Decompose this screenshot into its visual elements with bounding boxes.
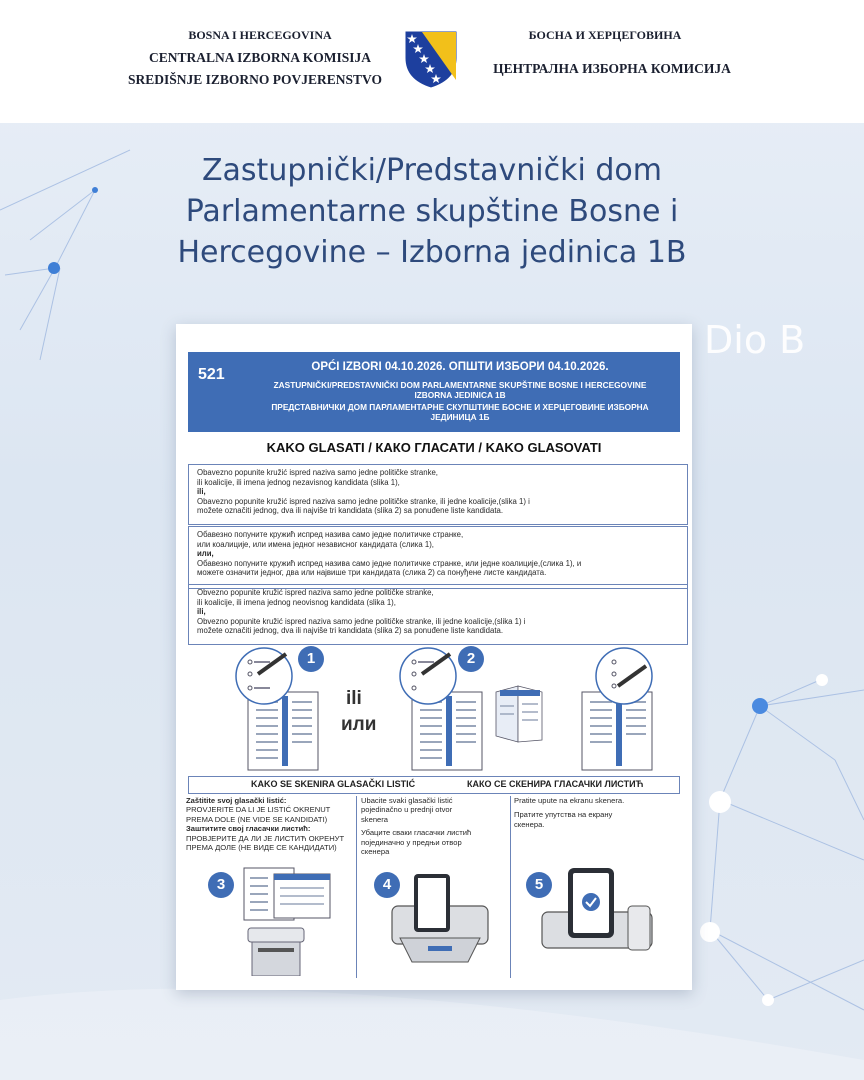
instruction-line: Обавезно попуните кружић испред назива само једне политичке странке, (197, 530, 464, 539)
instructions-bosnian (188, 464, 688, 525)
commission-name-croatian: SREDIŠNJE IZBORNO POVJERENSTVO (127, 72, 383, 87)
instruction-line: Pratite upute na ekranu skenera. (514, 796, 625, 805)
instruction-line: скенера (361, 847, 390, 857)
sample-ballot (176, 324, 692, 990)
instructions-croatian (188, 584, 688, 645)
instruction-line: ili, (197, 487, 206, 497)
scanning-heading-cyrillic: КАКО СЕ СКЕНИРА ГЛАСАЧКИ ЛИСТИЋ (467, 779, 644, 789)
title-line: Hercegovine – Izborna jedinica 1B (177, 235, 687, 270)
ballot-header (188, 352, 680, 432)
instruction-line: Obavezno popunite kružić ispred naziva samo jedne političke stranke, (197, 468, 438, 477)
commission-name-latin: CENTRALNA IZBORNA KOMISIJA (148, 50, 372, 65)
title-line: Parlamentarne skupštine Bosne i (185, 194, 679, 229)
instruction-line: појединачно у предњи отвор (361, 837, 462, 847)
instruction-line: Убаците сваки гласачки листић (361, 828, 472, 838)
step-3-badge: 3 (208, 872, 234, 898)
instruction-line: Obvezno popunite kružić ispred naziva samo jedne političke stranke, ili jedne koalicije,(slika 1) i (197, 616, 526, 626)
step-4-badge: 4 (374, 872, 400, 898)
instruction-line: скенера. (514, 819, 545, 829)
instruction-line: možete označiti jednog, dva ili najviše tri kandidata (slika 2) sa ponuđene liste kandidata. (197, 626, 503, 636)
instruction-line: или коалиције, или имена једног независног кандидата (слика 1), (197, 539, 434, 549)
commission-name-cyrillic: ЦЕНТРАЛНА ИЗБОРНА КОМИСИЈА (493, 61, 731, 76)
title-line: Zastupnički/Predstavnički dom (201, 153, 663, 188)
instruction-line: можете означити једног, два или највише три кандидата (слика 2) са понуђене листе кандидата. (197, 568, 547, 578)
commission-header (0, 0, 864, 123)
ballot-house-cyrillic: ПРЕДСТАВНИЧКИ ДОМ ПАРЛАМЕНТАРНЕ СКУПШТИНЕ БОСНЕ И ХЕРЦЕГОВИНЕ ИЗБОРНА (271, 402, 649, 412)
folded-ballot-illustration (494, 684, 544, 746)
instruction-line: Obvezno popunite kružić ispred naziva samo jedne političke stranke, (197, 588, 434, 597)
instruction-line: ПРОВЈЕРИТЕ ДА ЛИ ЈЕ ЛИСТИЋ ОКРЕНУТ (186, 833, 345, 843)
scanning-heading-latin: KAKO SE SKENIRA GLASAČKI LISTIĆ (251, 779, 416, 789)
instruction-line: Ubacite svaki glasački listić (361, 796, 453, 805)
scan-step-follow-text (514, 796, 674, 829)
instruction-line: Обавезно попуните кружић испред назива само једне политичке странке, или једне коалиције,(слика 1), и (197, 558, 582, 568)
ballot-unit-latin: IZBORNA JEDINICA 1B (414, 390, 506, 400)
page-title (120, 150, 744, 273)
ballot-house-latin: ZASTUPNIČKI/PREDSTAVNIČKI DOM PARLAMENTARNE SKUPŠTINE BOSNE I HERCEGOVINE (273, 380, 647, 390)
ballot-unit-cyrillic: ЈЕДИНИЦА 1Б (430, 412, 490, 422)
scan-step-insert-text (361, 796, 511, 856)
insert-ballot-scanner-illustration (388, 866, 492, 972)
scan-step-protect-text (186, 796, 354, 852)
country-name-latin: BOSNA I HERCEGOVINA (188, 28, 332, 42)
or-label-cyrillic: или (341, 714, 377, 735)
how-to-vote-heading: KAKO GLASATI / КАКО ГЛАСАТИ / KAKO GLASOVATI (266, 440, 602, 455)
instruction-line: ПРЕМА ДОЛЕ (НЕ ВИДЕ СЕ КАНДИДАТИ) (186, 843, 337, 853)
instruction-line: PREMA DOLE (NE VIDE SE KANDIDATI) (186, 814, 328, 824)
scanning-heading (188, 776, 680, 794)
instruction-line: ili koalicije, ili imena jednog neovisnog kandidata (slika 1), (197, 597, 396, 607)
instruction-line: Заштитите свој гласачки листић: (186, 824, 311, 834)
instruction-line: или, (197, 549, 214, 559)
step-2-badge: 2 (458, 646, 484, 672)
part-label: Dio B (704, 318, 806, 362)
instruction-line: PROVJERITE DA LI JE LISTIĆ OKRENUT (186, 805, 331, 815)
instruction-line: Obavezno popunite kružić ispred naziva samo jedne političke stranke, ili jedne koalicije,(slika 1) i (197, 496, 530, 506)
instruction-line: ili, (197, 607, 206, 617)
ballot-number: 521 (198, 366, 225, 383)
instruction-line: ili koalicije, ili imena jednog nezavisnog kandidata (slika 1), (197, 477, 400, 487)
protect-ballot-illustration (238, 864, 338, 976)
instruction-line: pojedinačno u prednji otvor (361, 805, 453, 815)
instruction-line: skenera (361, 814, 389, 824)
or-label-latin: ili (346, 688, 362, 709)
step-1-badge: 1 (298, 646, 324, 672)
coat-of-arms-icon (402, 28, 460, 90)
instructions-serbian (188, 526, 688, 589)
column-divider (356, 796, 357, 978)
country-name-cyrillic: БОСНА И ХЕРЦЕГОВИНА (528, 28, 682, 42)
instruction-line: možete označiti jednog, dva ili najviše tri kandidata (slika 2) sa ponuđene liste kandidata. (197, 506, 503, 516)
ballot-election-title: OPĆI IZBORI 04.10.2026. ОПШТИ ИЗБОРИ 04.10.2026. (311, 361, 609, 373)
instruction-line: Zaštitite svoj glasački listić: (186, 796, 287, 805)
step-5-badge: 5 (526, 872, 552, 898)
ballot-illustration-3 (568, 646, 664, 772)
instruction-line: Пратите упутства на екрану (514, 810, 613, 820)
scanner-screen-illustration (538, 866, 658, 962)
